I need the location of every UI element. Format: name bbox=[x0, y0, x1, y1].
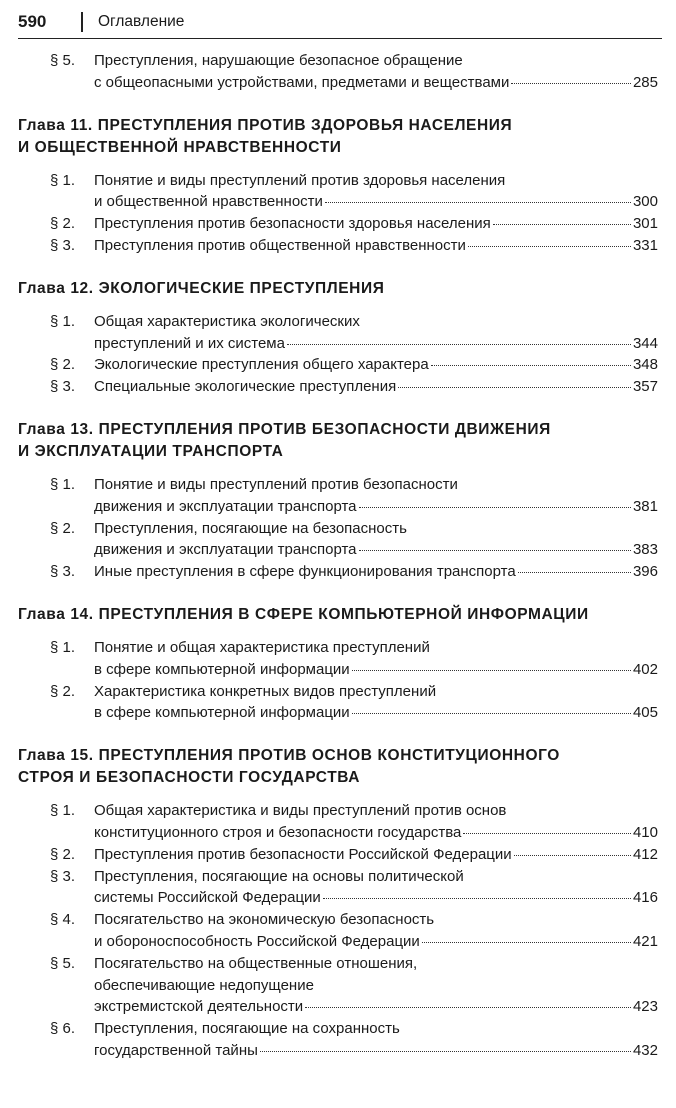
dot-leader bbox=[398, 387, 631, 388]
toc-entry bbox=[18, 953, 658, 1018]
entry-title-line: с общеопасными устройствами, предметами и веществами bbox=[94, 73, 510, 91]
entry-title-line: обеспечивающие недопущение bbox=[94, 976, 314, 994]
toc-entry bbox=[18, 170, 658, 214]
page-ref: 421 bbox=[632, 932, 658, 950]
entry-body bbox=[94, 561, 658, 583]
dot-leader bbox=[511, 83, 631, 84]
toc-entry bbox=[18, 50, 658, 94]
entry-title-line: конституционного строя и безопасности государства bbox=[94, 823, 462, 841]
toc-entry bbox=[18, 909, 658, 953]
chapter-section bbox=[18, 604, 658, 724]
entry-body bbox=[94, 637, 658, 681]
page-ref: 344 bbox=[632, 334, 658, 352]
toc-entry bbox=[18, 681, 658, 725]
dot-leader bbox=[260, 1051, 631, 1052]
section-number: § 2. bbox=[50, 845, 76, 863]
dot-leader bbox=[468, 246, 631, 247]
chapter-title: Глава 15. ПРЕСТУПЛЕНИЯ ПРОТИВ ОСНОВ КОНСТИТУЦИОННОГО СТРОЯ И БЕЗОПАСНОСТИ ГОСУДАРСТВА bbox=[18, 747, 560, 787]
chapter-title: Глава 11. ПРЕСТУПЛЕНИЯ ПРОТИВ ЗДОРОВЬЯ НАСЕЛЕНИЯ И ОБЩЕСТВЕННОЙ НРАВСТВЕННОСТИ bbox=[18, 116, 513, 156]
entry-last-line bbox=[94, 996, 658, 1018]
entry-title-line: преступлений и их система bbox=[94, 334, 285, 352]
entry-body bbox=[94, 354, 658, 376]
page-ref: 412 bbox=[632, 845, 658, 863]
entry-title-line: Посягательство на общественные отношения, bbox=[94, 954, 418, 972]
dot-leader bbox=[463, 833, 631, 834]
toc-entry bbox=[18, 844, 658, 866]
section-number: § 1. bbox=[50, 475, 76, 493]
entry-last-line bbox=[94, 191, 658, 213]
page-ref: 348 bbox=[632, 356, 658, 374]
entry-last-line bbox=[94, 376, 658, 398]
toc-entry bbox=[18, 561, 658, 583]
entry-body bbox=[94, 518, 658, 562]
toc-entry bbox=[18, 800, 658, 844]
entry-title-line: и общественной нравственности bbox=[94, 193, 323, 211]
page-ref: 423 bbox=[632, 998, 658, 1016]
section-number: § 3. bbox=[50, 378, 76, 396]
entry-title-line: Экологические преступления общего характера bbox=[94, 356, 429, 374]
entry-last-line bbox=[94, 822, 658, 844]
entry-body bbox=[94, 474, 658, 518]
dot-leader bbox=[359, 507, 631, 508]
dot-leader bbox=[325, 202, 631, 203]
entry-last-line bbox=[94, 1040, 658, 1062]
section-number: § 5. bbox=[50, 954, 76, 972]
entry-title-line: Преступления против безопасности здоровья населения bbox=[94, 215, 491, 233]
entry-body bbox=[94, 213, 658, 235]
chapter-section bbox=[18, 115, 658, 257]
running-title: Оглавление bbox=[98, 13, 185, 30]
page-ref: 432 bbox=[632, 1041, 658, 1059]
entry-title-line: Преступления, нарушающие безопасное обращение bbox=[94, 52, 463, 69]
entry-body bbox=[94, 170, 658, 214]
section-number: § 2. bbox=[50, 682, 76, 700]
entry-body bbox=[94, 235, 658, 257]
entry-last-line bbox=[94, 72, 658, 94]
entry-title-line: Преступления, посягающие на основы политической bbox=[94, 867, 464, 885]
page-header bbox=[18, 10, 662, 39]
entry-last-line bbox=[94, 702, 658, 724]
entry-title-line: Преступления, посягающие на сохранность bbox=[94, 1020, 400, 1038]
page-ref: 405 bbox=[632, 704, 658, 722]
section-number: § 2. bbox=[50, 215, 76, 233]
entry-body bbox=[94, 909, 658, 953]
dot-leader bbox=[352, 713, 631, 714]
entry-title-line: Понятие и общая характеристика преступлений bbox=[94, 638, 430, 656]
entry-title-line: Преступления против общественной нравственности bbox=[94, 236, 466, 254]
entry-last-line bbox=[94, 235, 658, 257]
entry-title-line: Иные преступления в сфере функционирования транспорта bbox=[94, 563, 516, 581]
page-ref: 357 bbox=[632, 378, 658, 396]
entry-body bbox=[94, 844, 658, 866]
chapter-section bbox=[18, 278, 658, 398]
entry-title-line: Посягательство на экономическую безопасность bbox=[94, 911, 435, 929]
header-divider bbox=[81, 12, 83, 32]
dot-leader bbox=[431, 365, 631, 366]
entry-body bbox=[94, 376, 658, 398]
page-ref: 331 bbox=[632, 236, 658, 254]
dot-leader bbox=[305, 1007, 631, 1008]
entry-title-line: системы Российской Федерации bbox=[94, 889, 321, 907]
entry-title-line: Общая характеристика экологических bbox=[94, 312, 360, 330]
section-number: § 1. bbox=[50, 802, 76, 820]
entry-title-line: и обороноспособность Российской Федерации bbox=[94, 932, 420, 950]
entry-title-line: государственной тайны bbox=[94, 1041, 258, 1059]
chapter-title: Глава 12. ЭКОЛОГИЧЕСКИЕ ПРЕСТУПЛЕНИЯ bbox=[18, 279, 385, 297]
dot-leader bbox=[352, 670, 631, 671]
entry-title-line: движения и эксплуатации транспорта bbox=[94, 541, 357, 559]
entry-last-line bbox=[94, 844, 658, 866]
entry-body bbox=[94, 866, 658, 910]
page-number: 590 bbox=[18, 12, 47, 31]
page-ref: 381 bbox=[632, 497, 658, 515]
page-ref: 396 bbox=[632, 563, 658, 581]
entry-last-line bbox=[94, 561, 658, 583]
section-number: § 3. bbox=[50, 563, 76, 581]
toc-entry bbox=[18, 1018, 658, 1062]
dot-leader bbox=[287, 344, 631, 345]
chapter-title: Глава 14. ПРЕСТУПЛЕНИЯ В СФЕРЕ КОМПЬЮТЕРНОЙ ИНФОРМАЦИИ bbox=[18, 605, 589, 623]
entry-last-line bbox=[94, 887, 658, 909]
entry-body bbox=[94, 311, 658, 355]
section-number: § 1. bbox=[50, 312, 76, 330]
entry-title-line: Понятие и виды преступлений против безопасности bbox=[94, 475, 458, 493]
table-of-contents bbox=[18, 50, 658, 1062]
entry-title-line: в сфере компьютерной информации bbox=[94, 660, 350, 678]
toc-entry bbox=[18, 866, 658, 910]
entry-title-line: Специальные экологические преступления bbox=[94, 378, 397, 396]
page-ref: 410 bbox=[632, 823, 658, 841]
chapter-section bbox=[18, 50, 658, 94]
toc-entry bbox=[18, 354, 658, 376]
section-number: § 1. bbox=[50, 171, 76, 189]
dot-leader bbox=[493, 224, 631, 225]
page-ref: 416 bbox=[632, 889, 658, 907]
toc-entry bbox=[18, 637, 658, 681]
section-number: § 1. bbox=[50, 638, 76, 656]
page-ref: 402 bbox=[632, 660, 658, 678]
entry-last-line bbox=[94, 333, 658, 355]
toc-entry bbox=[18, 518, 658, 562]
dot-leader bbox=[514, 855, 631, 856]
entry-last-line bbox=[94, 539, 658, 561]
entry-body bbox=[94, 953, 658, 1018]
toc-entry bbox=[18, 376, 658, 398]
entry-body bbox=[94, 681, 658, 725]
section-number: § 2. bbox=[50, 356, 76, 374]
entry-title-line: Характеристика конкретных видов преступлений bbox=[94, 682, 437, 700]
section-number: § 3. bbox=[50, 867, 76, 885]
entry-title-line: Общая характеристика и виды преступлений против основ bbox=[94, 802, 507, 820]
page-ref: 383 bbox=[632, 541, 658, 559]
entry-title-line: Понятие и виды преступлений против здоровья населения bbox=[94, 171, 506, 189]
entry-title-line: Преступления против безопасности Российской Федерации bbox=[94, 845, 512, 863]
dot-leader bbox=[359, 550, 631, 551]
dot-leader bbox=[422, 942, 631, 943]
entry-title-line: экстремистской деятельности bbox=[94, 998, 304, 1016]
chapter-section bbox=[18, 419, 658, 583]
section-number: § 3. bbox=[50, 236, 76, 254]
entry-last-line bbox=[94, 496, 658, 518]
chapter-title: Глава 13. ПРЕСТУПЛЕНИЯ ПРОТИВ БЕЗОПАСНОСТИ ДВИЖЕНИЯ И ЭКСПЛУАТАЦИИ ТРАНСПОРТА bbox=[18, 420, 551, 460]
toc-entry bbox=[18, 474, 658, 518]
entry-title-line: Преступления, посягающие на безопасность bbox=[94, 519, 407, 537]
toc-entry bbox=[18, 311, 658, 355]
section-number: § 5. bbox=[50, 52, 76, 69]
entry-title-line: в сфере компьютерной информации bbox=[94, 704, 350, 722]
toc-entry bbox=[18, 213, 658, 235]
section-number: § 6. bbox=[50, 1020, 76, 1038]
section-number: § 4. bbox=[50, 911, 76, 929]
dot-leader bbox=[323, 898, 631, 899]
entry-last-line bbox=[94, 659, 658, 681]
section-number: § 2. bbox=[50, 519, 76, 537]
entry-body bbox=[94, 800, 658, 844]
entry-last-line bbox=[94, 354, 658, 376]
page-ref: 301 bbox=[632, 215, 658, 233]
entry-body bbox=[94, 50, 658, 94]
entry-body bbox=[94, 1018, 658, 1062]
chapter-section bbox=[18, 745, 658, 1062]
page-ref: 285 bbox=[632, 73, 658, 91]
entry-last-line bbox=[94, 931, 658, 953]
entry-title-line: движения и эксплуатации транспорта bbox=[94, 497, 357, 515]
toc-entry bbox=[18, 235, 658, 257]
dot-leader bbox=[518, 572, 631, 573]
page-ref: 300 bbox=[632, 193, 658, 211]
entry-last-line bbox=[94, 213, 658, 235]
